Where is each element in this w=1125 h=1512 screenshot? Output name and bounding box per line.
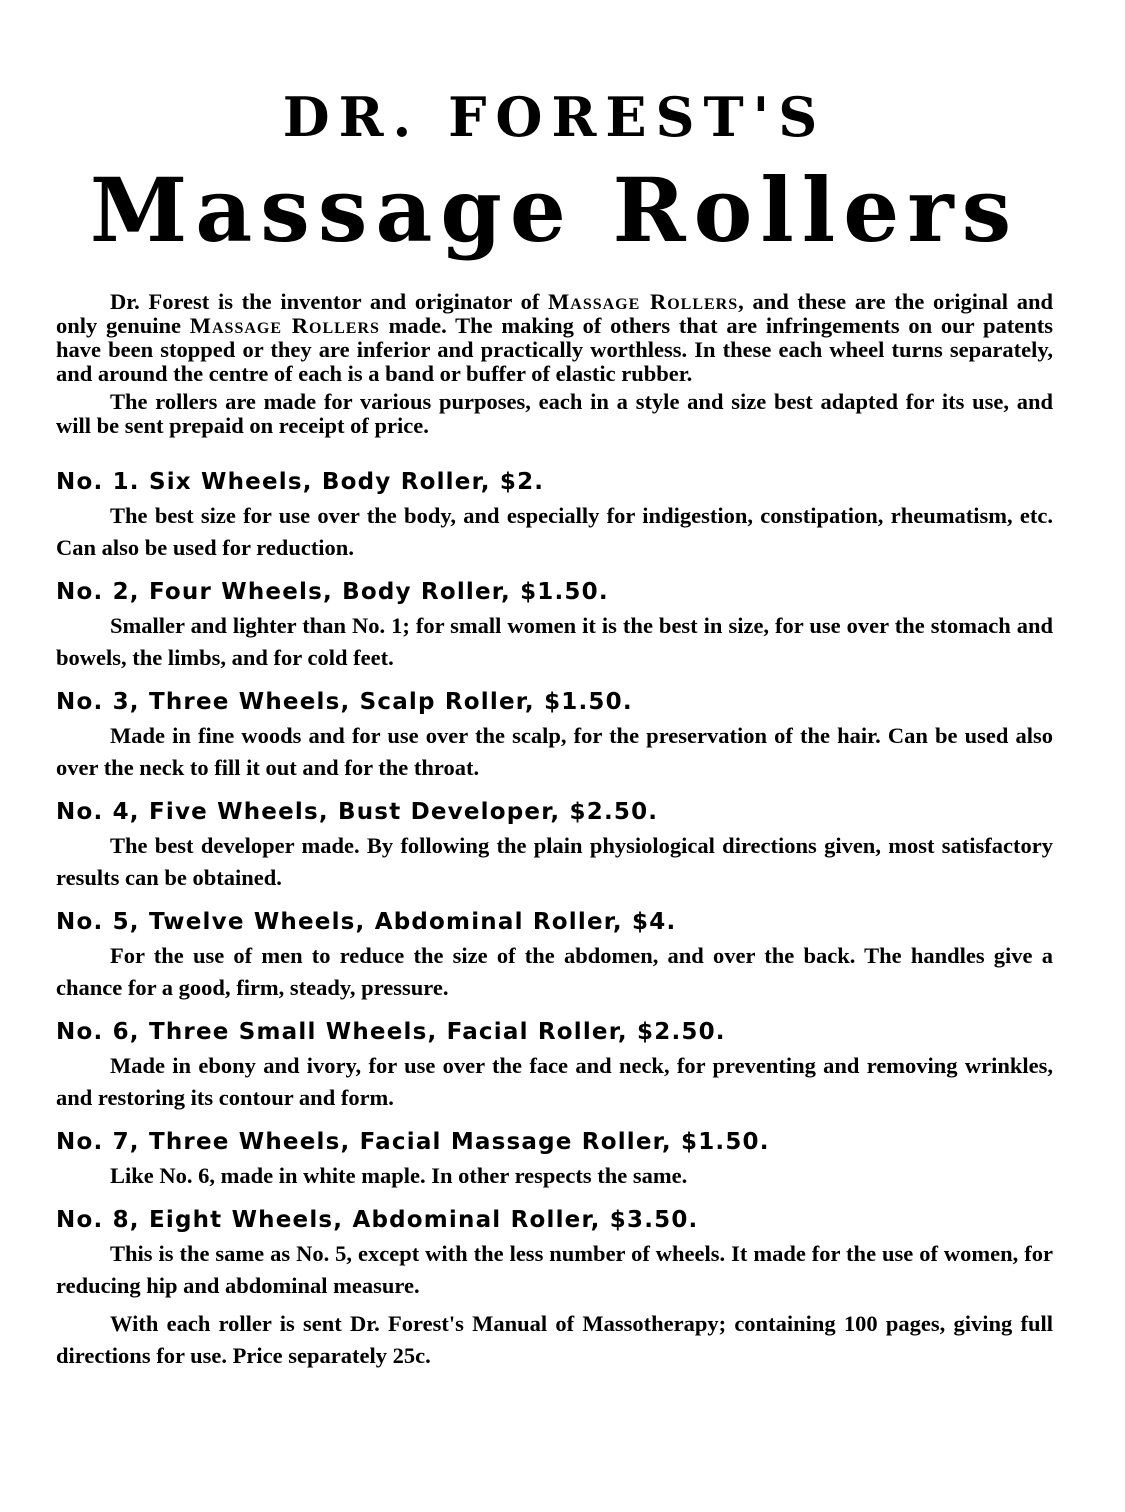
product-name: Massage Rollers: [548, 289, 739, 314]
product-item-1: [56, 464, 1053, 564]
intro-paragraph-1: [56, 290, 1053, 386]
product-description: Smaller and lighter than No. 1; for small women it is the best in size, for use over the stomach and bowels, the limbs, and for cold feet.: [56, 613, 1053, 670]
title-main: Massage Rollers: [89, 158, 1020, 262]
product-item-5: [56, 904, 1053, 1004]
product-description: The best size for use over the body, and especially for indigestion, constipation, rheumatism, etc. Can also be used for reduction.: [56, 503, 1053, 560]
product-description: This is the same as No. 5, except with the less number of wheels. It made for the use of women, for reducing hip and abdominal measure.: [56, 1241, 1053, 1298]
product-description: Made in ebony and ivory, for use over the face and neck, for preventing and removing wrinkles, and restoring its contour and form.: [56, 1053, 1053, 1110]
title-top: DR. FOREST'S: [282, 85, 827, 149]
product-item-2: [56, 574, 1053, 674]
product-item-7: [56, 1124, 1053, 1192]
product-item-4: [56, 794, 1053, 894]
product-heading: No. 8, Eight Wheels, Abdominal Roller, $3.50.: [56, 1207, 699, 1233]
product-description: For the use of men to reduce the size of the abdomen, and over the back. The handles give a chance for a good, firm, steady, pressure.: [56, 943, 1053, 1000]
product-heading: No. 4, Five Wheels, Bust Developer, $2.50.: [56, 799, 659, 825]
product-list: [56, 464, 1053, 1302]
product-description: Made in fine woods and for use over the scalp, for the preservation of the hair. Can be used also over the neck to fill it out and for the throat.: [56, 723, 1053, 780]
product-description: Like No. 6, made in white maple. In other respects the same.: [110, 1163, 688, 1188]
product-item-8: [56, 1202, 1053, 1302]
product-name: Massage Rollers: [189, 313, 380, 338]
intro-text-after: made. The making of others that are infringements on our patents have been stopped or they are inferior and practically worthless. In these each wheel turns separately, and around the centre of each is a band or buffer of elastic rubber.: [56, 313, 1053, 386]
intro-paragraph-2: The rollers are made for various purposes, each in a style and size best adapted for its use, and will be sent prepaid on receipt of price.: [56, 389, 1053, 438]
intro-text-before: Dr. Forest is the inventor and originator of: [110, 289, 549, 314]
intro-text-mid: , and these are the original and only genuine: [56, 289, 1053, 338]
product-heading: No. 7, Three Wheels, Facial Massage Roller, $1.50.: [56, 1129, 770, 1155]
product-heading: No. 1. Six Wheels, Body Roller, $2.: [56, 469, 545, 495]
product-heading: No. 5, Twelve Wheels, Abdominal Roller, $4.: [56, 909, 677, 935]
product-heading: No. 2, Four Wheels, Body Roller, $1.50.: [56, 579, 609, 605]
product-item-3: [56, 684, 1053, 784]
product-heading: No. 6, Three Small Wheels, Facial Roller, $2.50.: [56, 1019, 726, 1045]
product-heading: No. 3, Three Wheels, Scalp Roller, $1.50.: [56, 689, 633, 715]
closing-paragraph: With each roller is sent Dr. Forest's Manual of Massotherapy; containing 100 pages, giving full directions for use. Price separately 25c.: [56, 1311, 1053, 1368]
product-item-6: [56, 1014, 1053, 1114]
product-description: The best developer made. By following the plain physiological directions given, most satisfactory results can be obtained.: [56, 833, 1053, 890]
intro-section: [56, 290, 1053, 438]
